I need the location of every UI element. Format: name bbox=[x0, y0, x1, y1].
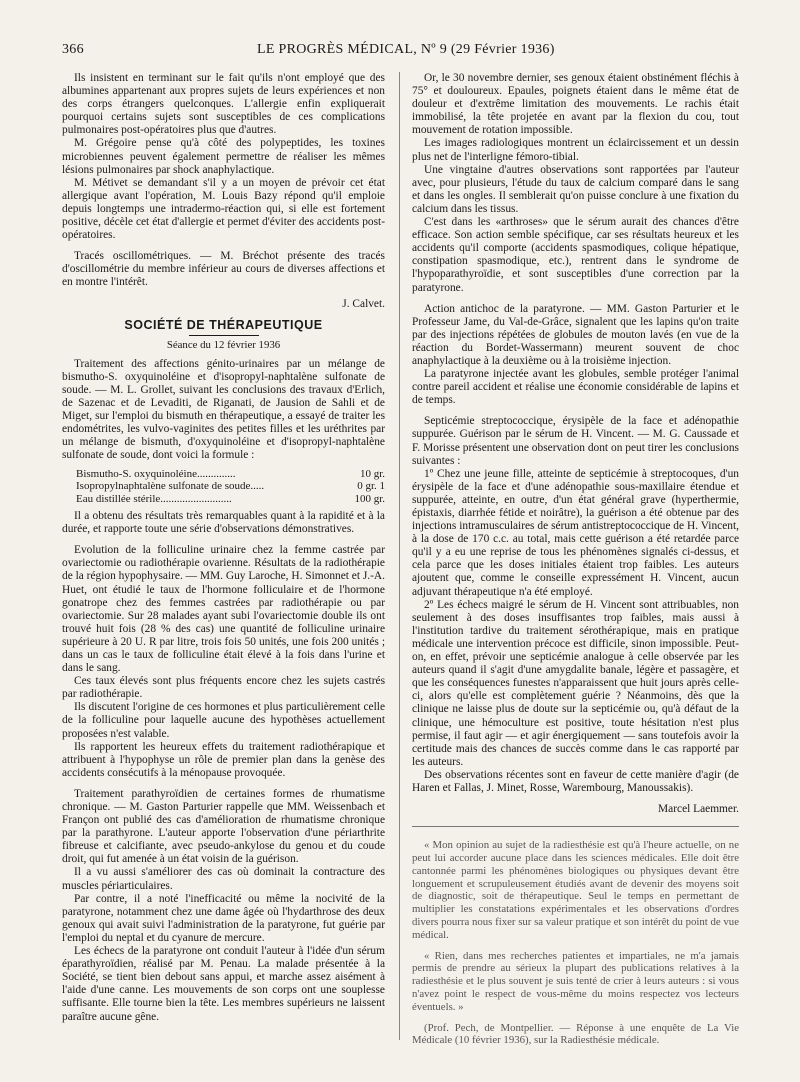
paragraph: Des observations récentes sont en faveur de cette manière d'agir (de Haren et Fallas, J. Minet, Rosse, Warembourg, Manoussakis). bbox=[412, 768, 739, 794]
formula-dose: 10 gr. bbox=[359, 467, 385, 480]
paragraph: M. Grégoire pense qu'à côté des polypeptides, les toxines microbiennes peuvent également permettre de réaliser les mêmes lésions pulmonaires par shock anaphylactique. bbox=[62, 137, 385, 176]
paragraph: Ces taux élevés sont plus fréquents encore chez les sujets castrés par radiothérapie. bbox=[62, 675, 385, 701]
paragraph: Les images radiologiques montrent un éclaircissement et un dessin plus net de l'interligne fémoro-tibial. bbox=[412, 137, 739, 163]
paragraph: Action antichoc de la paratyrone. — MM. Gaston Parturier et le Professeur Jame, du Val-de-Grâce, signalent que les lapins qu'on traite par des injections répétées de globules de mouton lavés (en vue de la réaction du Bordet-Wassermann) meurent souvent de choc anaphylactique à la deuxième ou à la troisième injection. bbox=[412, 302, 739, 367]
paragraph: Il a vu aussi s'améliorer des cas où dominait la contracture des muscles périarticulaires. bbox=[62, 866, 385, 892]
column-divider bbox=[399, 72, 400, 1040]
paragraph: C'est dans les «arthroses» que le sérum aurait des chances d'être efficace. Son action semble spécifique, car ses résultats heureux et les accidents qu'il comporte (accidents spasmodiques, colique hépatique, constipation spasmodique, etc.), rentrent dans le syndrome de l'hypoparathyroïdie, et sont susceptibles d'une correction par la paratyrone. bbox=[412, 216, 739, 294]
left-column bbox=[62, 72, 385, 1024]
quotation-source: (Prof. Pech, de Montpellier. — Réponse à une enquête de La Vie Médicale (10 février 1936), sur la Radiesthésie médicale. bbox=[412, 1021, 739, 1047]
formula-dose: 0 gr. 1 bbox=[357, 480, 385, 493]
formula-ingredient: Bismutho-S. oxyquinoléine.............. bbox=[76, 467, 236, 480]
paragraph: Evolution de la folliculine urinaire chez la femme castrée par ovariectomie ou radiothérapie ovarienne. Résultats de la radiothérapie de la région hypophysaire. — MM. Guy Laroche, H. Simonnet et J.-A. Huet, ont étudié le taux de l'hormone folliculaire et de l'hormone gonatrope chez des femmes castrées par radiothérapie ou par ovariectomie. Sur 28 malades ayant subi l'ovariectomie double ils ont trouvé huit fois (28 % des cas) une quantité de folliculine urinaire supérieure à 20 U. R par litre, trois fois 50 unités, une fois 200 unités ; dans un cas le taux de folliculine était élevé à la fois dans l'urine et dans le sang. bbox=[62, 544, 385, 675]
paragraph: Il a obtenu des résultats très remarquables quant à la rapidité et à la durée, et rapporte toute une série d'observations démonstratives. bbox=[62, 510, 385, 536]
paragraph: Traitement des affections génito-urinaires par un mélange de bismutho-S. oxyquinoléine et d'isopropyl-naphtalène sulfonate de soude. — M. L. Grollet, suivant les conclusions des travaux d'Erlich, de Sazenac et de Levaditi, de Riganati, de Jausion de Sahli et de Miget, sur l'emploi du bismuth en thérapeutique, a essayé de traiter les endométrites, les vulvo-vaginites des petites filles et les uréthrites par un mélange de bismuth, d'oxyquinoléine et d'isopropyl-naphtalène sulfonate de soude, dont voici la formule : bbox=[62, 357, 385, 462]
signature: Marcel Laemmer. bbox=[658, 803, 739, 816]
signature: J. Calvet. bbox=[342, 297, 385, 310]
formula-ingredient: Eau distillée stérile.......................... bbox=[76, 492, 232, 505]
quotation: « Rien, dans mes recherches patientes et impartiales, ne m'a jamais permis de prendre au sérieux la plupart des publications relatives à la radiesthésie et le plus souvent je suis tenté de crier à leurs auteurs : si vous n'avez point le respect de vous-même du moins respectez vos lecteurs éventuels. » bbox=[412, 949, 739, 1013]
formula-dose: 100 gr. bbox=[354, 492, 385, 505]
paragraph: La paratyrone injectée avant les globules, semble protéger l'animal contre pareil accident et réalise une économie considérable de lapins et de temps. bbox=[412, 368, 739, 407]
quotation: « Mon opinion au sujet de la radiesthésie est qu'à l'heure actuelle, on ne peut lui accorder aucune place dans les sciences médicales. Elle doit être cantonnée parmi les phénomènes biologiques ou physiques devant être longuement et scrupuleusement étudiés avant de devenir des moyens soit de diagnostic, soit de thérapeutique. Seul le temps en permettant de multiplier les constatations expérimentales et les observations d'ordres divers pourra nous fixer sur sa valeur pratique et son intérêt du point de vue médical. bbox=[412, 839, 739, 941]
right-column bbox=[412, 72, 739, 1055]
paragraph: Une vingtaine d'autres observations sont rapportées par l'auteur avec, pour plusieurs, l'étude du taux de calcium comparé dans le sang et dans les ongles. Il semblerait qu'on puisse conclure à une fixation du calcium dans les tissus. bbox=[412, 163, 739, 215]
paragraph: Par contre, il a noté l'inefficacité ou même la nocivité de la paratyrone, notamment chez une dame âgée où l'hydarthrose des deux genoux qui avait suivi l'administration de la paratyrone, fut guérie par l'emploi du neptal et du cyanure de mercure. bbox=[62, 892, 385, 944]
journal-title: LE PROGRÈS MÉDICAL, Nº 9 (29 Février 1936) bbox=[257, 42, 555, 57]
session-date: Séance du 12 février 1936 bbox=[166, 338, 281, 351]
paragraph: Traitement parathyroïdien de certaines formes de rhumatisme chronique. — M. Gaston Parturier rappelle que MM. Weissenbach et Françon ont publié des cas d'amélioration de rhumatisme chronique par la parathyrone. L'auteur apporte l'observation d'une périarthrite fibreuse et calcifiante, avec pseudo-ankylose du genou et du coude droit, qui fut amenée à un état voisin de la guérison. bbox=[62, 787, 385, 866]
paragraph: Or, le 30 novembre dernier, ses genoux étaient obstinément fléchis à 75° et douloureux. Epaules, poignets étaient dans le même état de douleur et d'extrême limitation des mouvements. Le rachis était immobilisé, la tête projetée en avant par la flexion du cou, tout mouvement de rotation impossible. bbox=[412, 72, 739, 137]
paragraph: Les échecs de la paratyrone ont conduit l'auteur à l'idée d'un sérum éparathyroïdien, réalisé par M. Penau. La malade présentée à la Société, se tient bien debout sans appui, et marche assez aisément à l'aide d'une canne. Les mouvements de son corps ont une souplesse suffisante. Elle tourne bien la tête. Les membres supérieurs ne laissent paraître aucune gêne. bbox=[62, 945, 385, 1023]
paragraph: Tracés oscillométriques. — M. Bréchot présente des tracés d'oscillométrie du membre inférieur au cours de diverses affections et en montre l'intérêt. bbox=[62, 250, 385, 289]
paragraph: 2º Les échecs maigré le sérum de H. Vincent sont attribuables, non seulement à des doses insuffisantes trop faibles, mais aussi à l'institution tardive du traitement sérothérapique, mais en pratique médicale une intervention précoce est difficile, sinon impossible. Peut-on, en effet, prévoir une septicémie analogue à celle observée par les auteurs quand il s'agit d'une amygdalite banale, légère et passagère, et que les conséquences funestes n'apparaissent que huit jours après celle-ci, alors qu'elle est complètement guérie ? Néanmoins, dès que la clinique ne laisse plus de doute sur la septicémie ou, qu'à défaut de la clinique, une hémoculture est positive, toute hésitation n'est plus permise, il faut agir — et agir énergiquement — sans toutefois avoir la certitude mais des chances de succès comme dans le cas rapporté par les auteurs. bbox=[412, 598, 739, 768]
section-heading: SOCIÉTÉ DE THÉRAPEUTIQUE bbox=[124, 317, 323, 332]
quotation-box bbox=[412, 826, 739, 1047]
page-number: 366 bbox=[62, 42, 84, 57]
paragraph: Ils insistent en terminant sur le fait qu'ils n'ont employé que des albumines appartenant aux propres sujets de leurs expériences et non des corps étrangers quelconques. L'allergie enfin expliquerait pourquoi certains sujets sont susceptibles de ces complications pulmonaires post-opératoires plus que d'autres. bbox=[62, 72, 385, 137]
formula-ingredient: Isopropylnaphtalène sulfonate de soude..... bbox=[76, 480, 265, 493]
formula bbox=[76, 468, 385, 506]
divider bbox=[189, 335, 259, 336]
paragraph: 1º Chez une jeune fille, atteinte de septicémie à streptocoques, d'un érysipèle de la face et d'une adénopathie sous-maxillaire étendue et suppurée, atteinte, en outre, d'un état général grave (hyperthermie, épistaxis, diarrhée fétide et noirâtre), la guérison a été obtenue par des injections intramusculaires de sérum antistreptococcique de H. Vincent, à la dose de 170 c.c. au total, mais cette guérison a été retardée parce qu'il y a eu une reprise de tous les phénomènes signalés ci-dessus, et cela parce que les doses initiales étaient trop faibles. Les auteurs ajoutent que, comme le conseille expressément H. Vincent, aucun adjuvant thérapeutique n'a été employé. bbox=[412, 467, 739, 598]
paragraph: Ils discutent l'origine de ces hormones et plus particulièrement celle de la folliculine pour laquelle aucune des hypothèses actuellement proposées n'est valable. bbox=[62, 701, 385, 740]
paragraph: Ils rapportent les heureux effets du traitement radiothérapique et attribuent à l'hypophyse un rôle de premier plan dans la genèse des accidents consécutifs à la ménopause provoquée. bbox=[62, 740, 385, 779]
running-head bbox=[62, 42, 762, 60]
paragraph: Septicémie streptococcique, érysipèle de la face et adénopathie suppurée. Guérison par le sérum de H. Vincent. — M. G. Caussade et F. Morisse présentent une observation dont on peut tirer les conclusions suivantes : bbox=[412, 415, 739, 467]
paragraph: M. Métivet se demandant s'il y a un moyen de prévoir cet état allergique avant l'opération, M. Louis Bazy répond qu'il emploie depuis longtemps une intradermo-réaction qui, si elle est fortement positive, décèle cet état d'allergie et permet d'éviter des accidents post-opératoires. bbox=[62, 176, 385, 242]
